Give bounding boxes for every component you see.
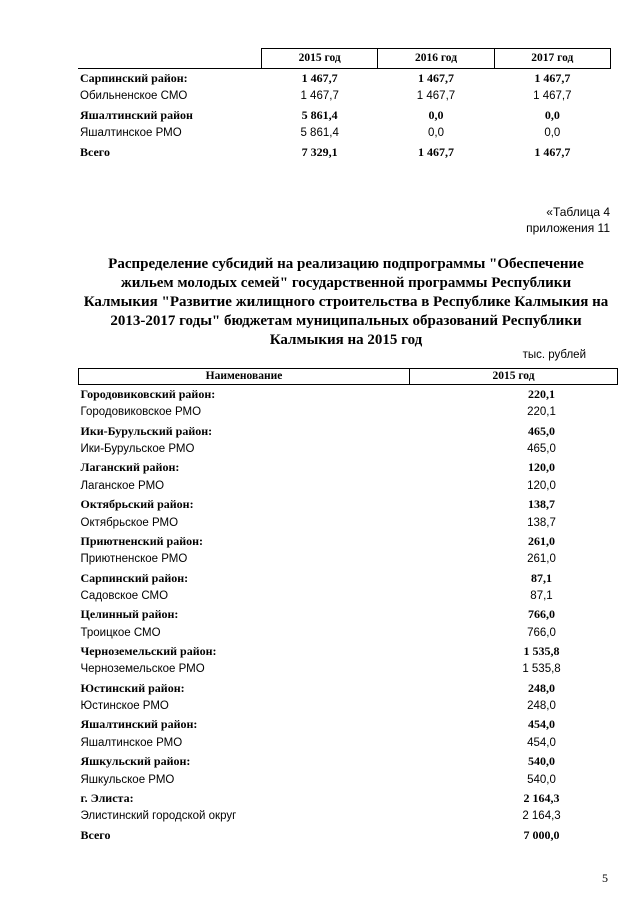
row-name: Черноземельское РМО (80, 663, 205, 676)
row-value: 1 467,7 (534, 70, 571, 85)
row-name: Сарпинский район: (80, 70, 188, 85)
header-2017: 2017 год (494, 49, 610, 69)
table-row (79, 422, 618, 440)
row-name: Яшалтинский район (80, 107, 193, 122)
table-row (79, 789, 618, 807)
row-name: Обильненское СМО (80, 90, 188, 103)
row-value: 5 861,4 (300, 127, 339, 140)
table-row (79, 550, 618, 568)
row-name: Октябрьское РМО (80, 516, 179, 529)
row-name: Городовиковский район: (80, 387, 216, 401)
row-name: Черноземельский район: (80, 644, 217, 659)
row-value: 1 467,7 (417, 70, 454, 85)
row-name: Яшалтинский район: (80, 717, 198, 732)
table-row (79, 495, 618, 513)
note-line-1: «Таблица 4 (546, 205, 610, 219)
table-row (79, 569, 618, 587)
row-name: Целинный район: (80, 607, 179, 622)
row-name: Ики-Бурульский район: (80, 423, 213, 438)
title-line-5: Калмыкия на 2015 год (269, 332, 423, 348)
row-value: 2 164,3 (522, 810, 561, 823)
row-value: 1 467,7 (417, 144, 454, 159)
table-row (79, 532, 618, 550)
table-row (79, 440, 618, 458)
row-name: Сарпинский район: (80, 570, 189, 585)
table-row (79, 771, 618, 789)
row-value: 1 467,7 (301, 70, 338, 85)
row-value: 7 000,0 (523, 827, 560, 842)
row-name: г. Элиста: (80, 790, 134, 805)
table-row (79, 734, 618, 752)
row-value: 87,1 (530, 589, 553, 602)
table-row (79, 642, 618, 660)
table-row (78, 87, 611, 106)
table-row (79, 679, 618, 697)
row-value: 120,0 (527, 479, 556, 492)
subsidy-table-2015-2017 (78, 48, 611, 162)
subsidy-table-2015 (78, 368, 618, 844)
table-row (78, 106, 611, 125)
table-row (79, 477, 618, 495)
row-value: 138,7 (527, 516, 556, 529)
row-value: 766,0 (528, 607, 555, 622)
row-name: Яшкульский район: (80, 754, 191, 769)
table-row (79, 587, 618, 605)
row-value: 454,0 (528, 717, 555, 732)
row-value: 540,0 (528, 754, 555, 769)
row-value: 0,0 (544, 107, 560, 122)
table-row (79, 458, 618, 476)
row-name: Яшкульское РМО (80, 773, 175, 786)
row-name: Яшалтинское РМО (80, 127, 182, 140)
row-value: 465,0 (528, 423, 555, 438)
table-row (79, 752, 618, 770)
row-name: Приютненское РМО (80, 553, 188, 566)
row-name: Всего (80, 827, 111, 842)
title-line-2: жильем молодых семей" государственной программы Республики (120, 275, 572, 291)
row-value: 220,1 (528, 387, 555, 401)
row-value: 248,0 (527, 700, 556, 713)
table-row (79, 826, 618, 844)
header-2015: 2015 год (262, 49, 378, 69)
table-row (79, 403, 618, 421)
page-title (72, 255, 620, 350)
table-row (79, 660, 618, 678)
row-name: Лаганский район: (80, 460, 180, 475)
row-value: 1 467,7 (534, 144, 571, 159)
title-line-3: Калмыкия "Развитие жилищного строительства в Республике Калмыкия на (83, 294, 609, 310)
row-name: Юстинский район: (80, 680, 185, 695)
table-row (79, 807, 618, 825)
row-value: 454,0 (527, 736, 556, 749)
row-value: 766,0 (527, 626, 556, 639)
row-value: 220,1 (527, 406, 556, 419)
header-2015: 2015 год (410, 369, 618, 385)
row-value: 120,0 (528, 460, 555, 475)
row-value: 261,0 (527, 553, 556, 566)
row-name: Лаганское РМО (80, 479, 165, 492)
row-name: Ики-Бурульское РМО (80, 443, 195, 456)
row-name: Троицкое СМО (80, 626, 161, 639)
row-name: Всего (80, 144, 110, 159)
title-line-1: Распределение субсидий на реализацию подпрограммы "Обеспечение (108, 256, 584, 272)
row-value: 540,0 (527, 773, 556, 786)
row-value: 7 329,1 (301, 144, 338, 159)
row-value: 1 467,7 (416, 90, 456, 103)
row-name: Юстинское РМО (80, 700, 169, 713)
row-value: 0,0 (428, 107, 444, 122)
row-value: 2 164,3 (523, 790, 560, 805)
row-value: 0,0 (544, 127, 561, 140)
header-name: Наименование (79, 369, 410, 385)
row-value: 1 535,8 (523, 644, 560, 659)
row-value: 1 467,7 (300, 90, 339, 103)
note-line-2: приложения 11 (526, 221, 610, 235)
title-line-4: 2013-2017 годы" бюджетам муниципальных образований Республики (110, 313, 582, 329)
row-value: 87,1 (531, 570, 552, 585)
row-name: Приютненский район: (80, 533, 204, 548)
page-number: 5 (602, 871, 608, 885)
row-name: Яшалтинское РМО (80, 736, 183, 749)
header-blank-cell (78, 49, 262, 69)
table-row (79, 697, 618, 715)
row-name: Садовское СМО (80, 589, 169, 602)
units-label: тыс. рублей (522, 349, 586, 361)
table-row (79, 514, 618, 532)
row-name: Элистинский городской округ (80, 810, 237, 823)
row-value: 261,0 (528, 533, 555, 548)
row-value: 5 861,4 (301, 107, 338, 122)
row-value: 1 467,7 (533, 90, 572, 103)
header-2016: 2016 год (378, 49, 494, 69)
row-name: Городовиковское РМО (80, 406, 202, 419)
table-row (78, 124, 611, 143)
row-value: 0,0 (427, 127, 444, 140)
table-caption-note (526, 204, 610, 236)
row-value: 138,7 (528, 497, 555, 512)
table-row (79, 624, 618, 642)
row-value: 465,0 (527, 443, 556, 456)
row-name: Октябрьский район: (80, 497, 194, 512)
table-row (79, 385, 618, 404)
table-row (78, 143, 611, 162)
table-header-row (78, 49, 611, 69)
table-header-row (79, 369, 618, 385)
table-row (79, 715, 618, 733)
table-row (79, 605, 618, 623)
row-value: 248,0 (528, 680, 555, 695)
row-value: 1 535,8 (522, 663, 561, 676)
table-row (78, 68, 611, 87)
